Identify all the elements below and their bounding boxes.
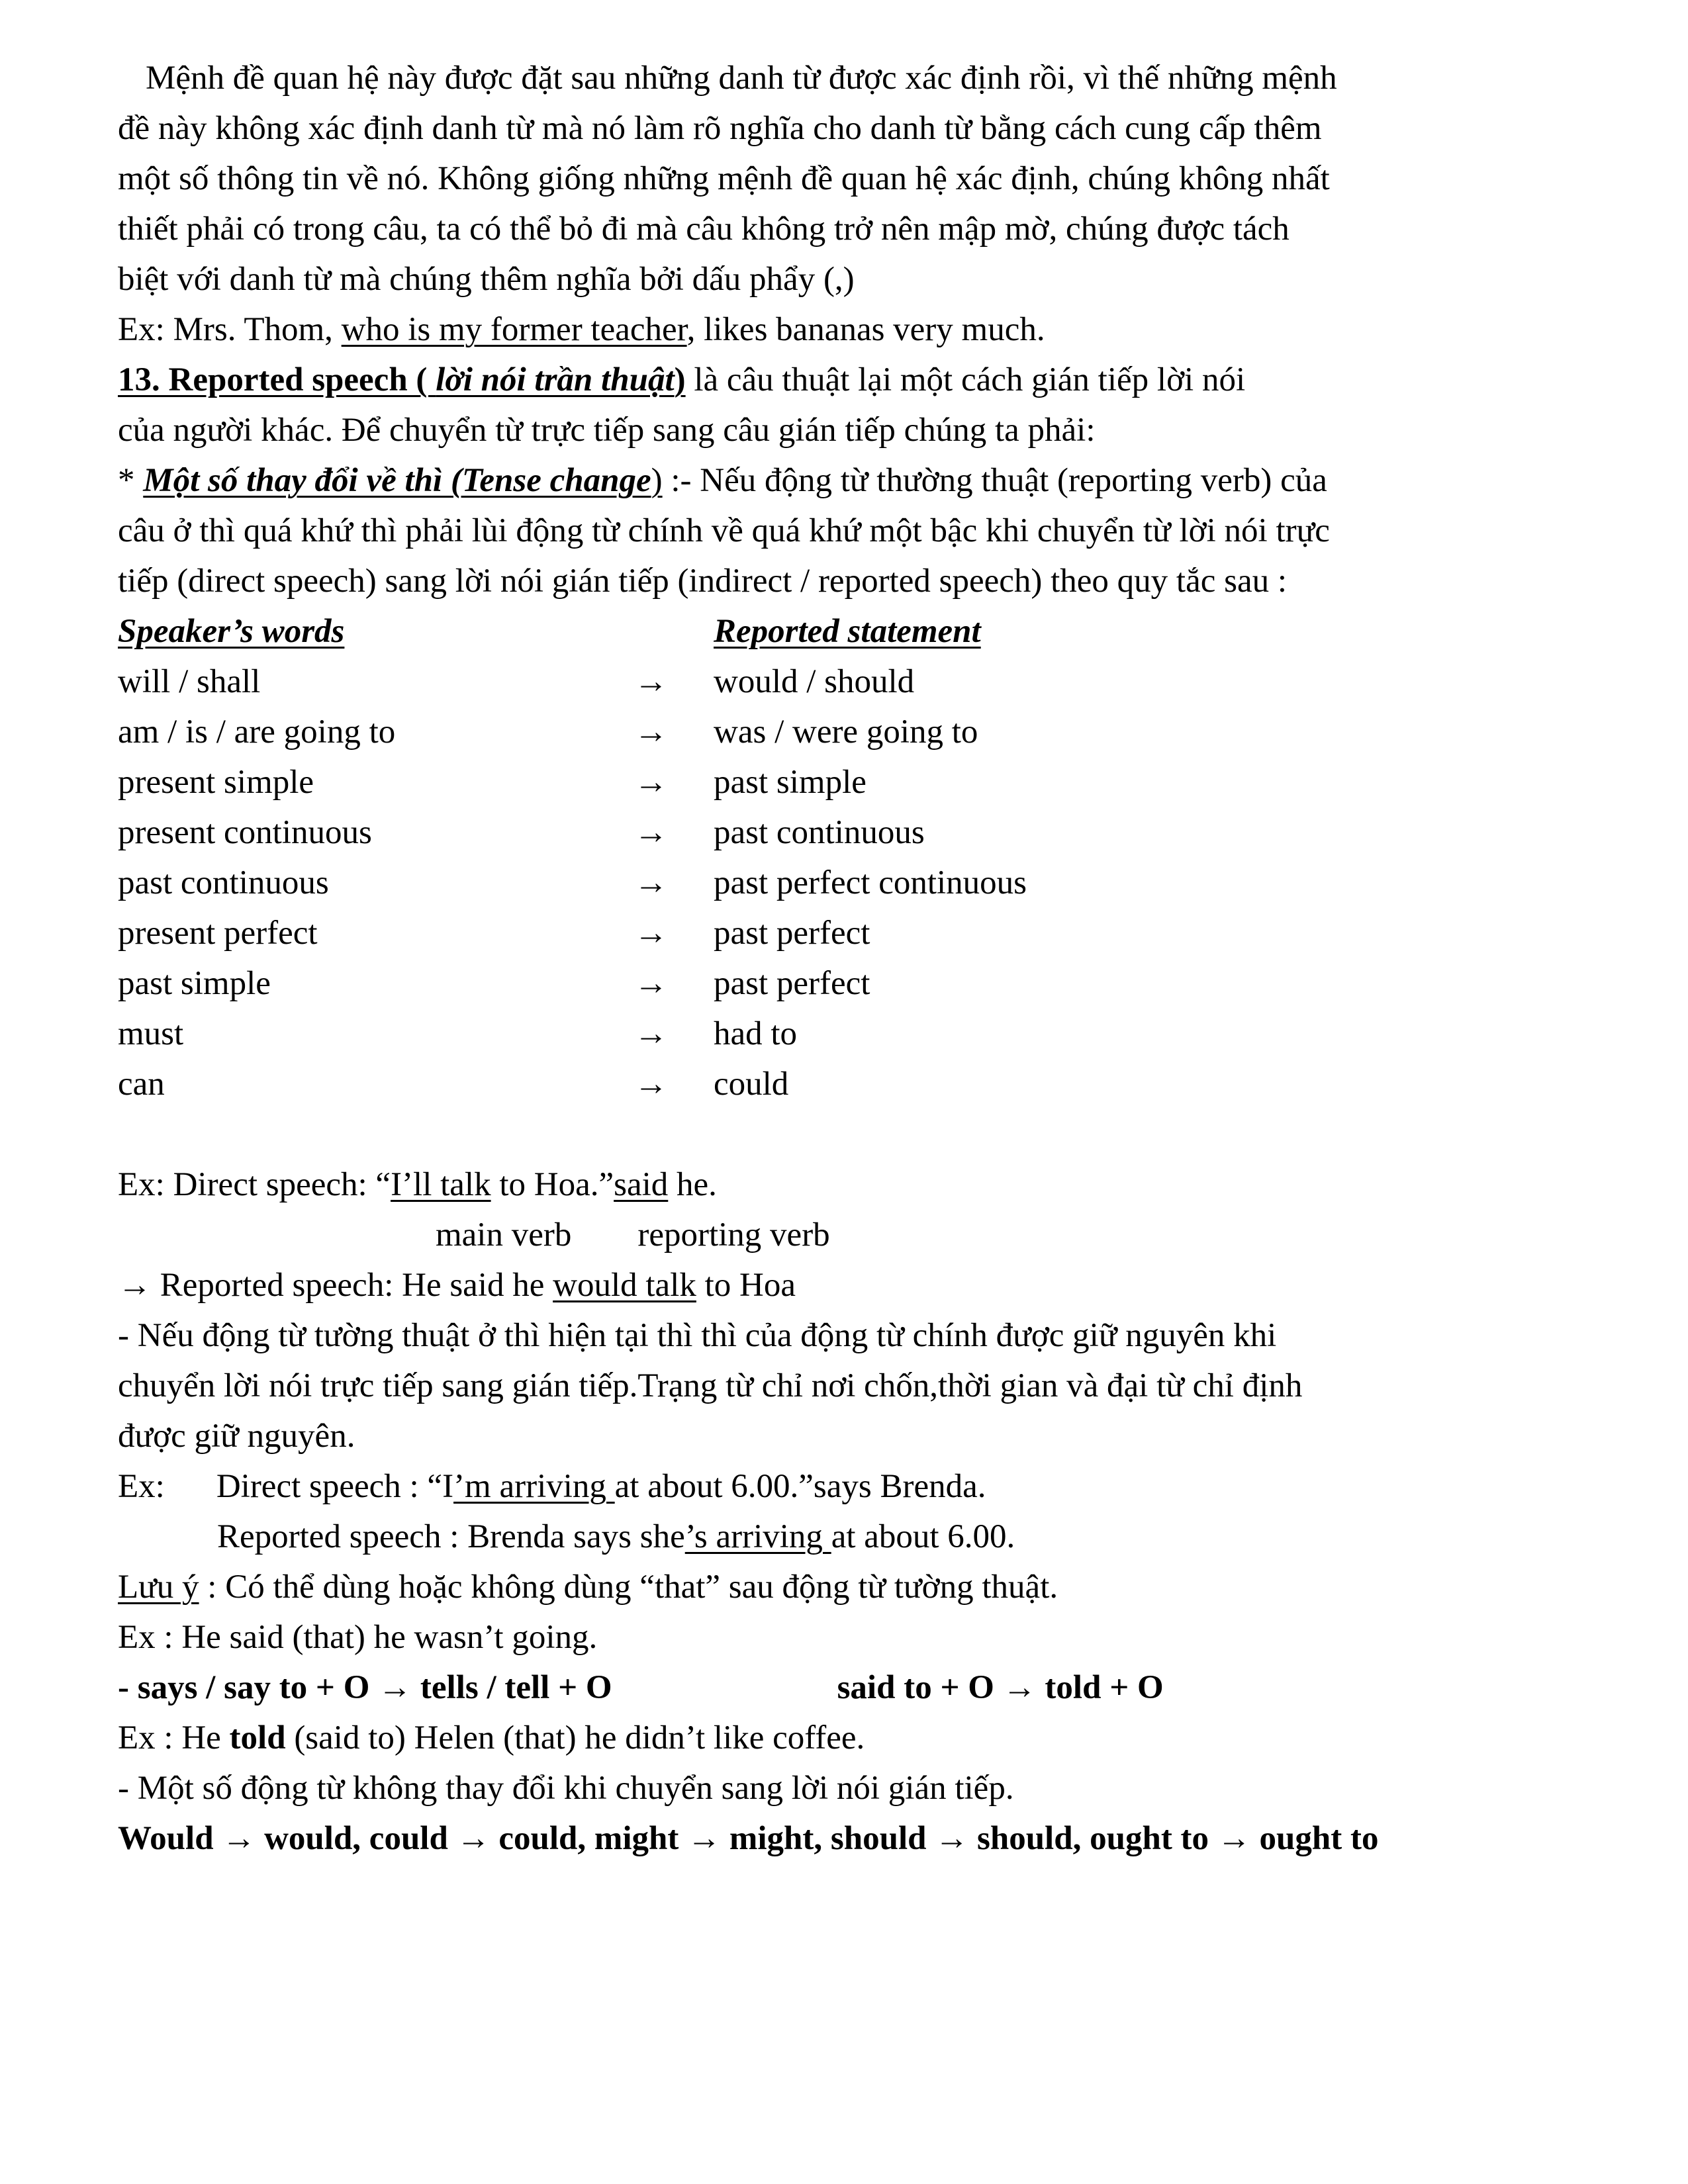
present-note-line: chuyển lời nói trực tiếp sang gián tiếp.Trạng từ chỉ nơi chốn,thời gian và đại từ chỉ định — [118, 1367, 1303, 1404]
table-row: past continuous → past perfect continuous — [118, 858, 1027, 908]
arrow-icon: → — [634, 965, 668, 1002]
rule-said-told: said to + O → told + O — [837, 1669, 1164, 1706]
document-page — [118, 53, 1574, 1864]
intro-paragraph — [118, 53, 1574, 304]
header-reported-statement: Reported statement — [714, 613, 981, 650]
arrow-icon: → — [634, 713, 668, 751]
section-13-line: của người khác. Để chuyển từ trực tiếp sang câu gián tiếp chúng ta phải: — [118, 412, 1096, 449]
table-row: can → could — [118, 1059, 1027, 1109]
arrow-icon: → — [634, 915, 668, 952]
intro-line: biệt với danh từ mà chúng thêm nghĩa bởi dấu phẩy (,) — [118, 261, 855, 298]
example-present-reported: Reported speech : Brenda says she’s arriving at about 6.00. — [217, 1518, 1015, 1555]
underlined-clause: who is my former teacher — [341, 311, 687, 348]
table-row: must → had to — [118, 1009, 1027, 1059]
header-speakers-words: Speaker’s words — [118, 613, 345, 650]
example-present-direct: Ex: Direct speech : “I’m arriving at about 6.00.”says Brenda. — [118, 1468, 986, 1505]
no-change-note: - Một số động từ không thay đổi khi chuyển sang lời nói gián tiếp. — [118, 1770, 1014, 1807]
arrow-icon: → — [634, 663, 668, 700]
table-header-row — [118, 606, 1027, 657]
arrow-icon: → — [634, 814, 668, 851]
tense-change-intro: * Một số thay đổi về thì (Tense change) :- Nếu động từ thường thuật (reporting verb) của — [118, 462, 1327, 499]
tense-change-table — [118, 606, 1027, 1109]
rule-says-tells: - says / say to + O → tells / tell + O — [118, 1669, 612, 1706]
table-row: present perfect → past perfect — [118, 908, 1027, 958]
table-row: will / shall → would / should — [118, 657, 1027, 707]
tense-change-label: Một số thay đổi về thì (Tense change — [143, 462, 651, 499]
tense-change-line: tiếp (direct speech) sang lời nói gián tiếp (indirect / reported speech) theo quy tắc sau : — [118, 563, 1287, 600]
table-row: am / is / are going to → was / were going to — [118, 707, 1027, 757]
present-note-line: - Nếu động từ tường thuật ở thì hiện tại thì thì của động từ chính được giữ nguyên khi — [118, 1317, 1277, 1354]
intro-line: một số thông tin về nó. Không giống những mệnh đề quan hệ xác định, chúng không nhất — [118, 160, 1330, 197]
arrow-icon: → — [634, 1015, 668, 1052]
example-direct-speech: Ex: Direct speech: “I’ll talk to Hoa.”said he. — [118, 1166, 717, 1203]
example-non-defining: Ex: Mrs. Thom, who is my former teacher, likes bananas very much. — [118, 311, 1045, 348]
note-that: Lưu ý : Có thể dùng hoặc không dùng “that” sau động từ tường thuật. — [118, 1569, 1058, 1606]
section-13-heading: 13. Reported speech ( lời nói trần thuật) là câu thuật lại một cách gián tiếp lời nói — [118, 361, 1246, 398]
intro-line: đề này không xác định danh từ mà nó làm rõ nghĩa cho danh từ bằng cách cung cấp thêm — [118, 110, 1322, 147]
arrow-icon: → — [634, 764, 668, 801]
table-row: present simple → past simple — [118, 757, 1027, 807]
section-13-title: 13. Reported speech ( lời nói trần thuật) — [118, 361, 686, 398]
intro-line: thiết phải có trong câu, ta có thể bỏ đi mà câu không trở nên mập mờ, chúng được tách — [118, 210, 1289, 248]
arrow-icon: → — [634, 1066, 668, 1103]
spacer — [118, 1109, 1574, 1160]
main-verb: I’ll talk — [391, 1166, 491, 1203]
tense-change-line: câu ở thì quá khứ thì phải lùi động từ chính về quá khứ một bậc khi chuyển từ lời nói trực — [118, 512, 1330, 549]
intro-line: Mệnh đề quan hệ này được đặt sau những danh từ được xác định rồi, vì thế những mệnh — [146, 60, 1337, 97]
table-row: present continuous → past continuous — [118, 807, 1027, 858]
label-main-verb: main verb — [436, 1216, 572, 1253]
say-tell-rules — [118, 1662, 1574, 1713]
example-reported-speech: → Reported speech: He said he would talk to Hoa — [118, 1267, 796, 1304]
example-that: Ex : He said (that) he wasn’t going. — [118, 1619, 598, 1656]
example-told: Ex : He told (said to) Helen (that) he didn’t like coffee. — [118, 1719, 865, 1756]
label-reporting-verb: reporting verb — [637, 1216, 830, 1253]
present-note-line: được giữ nguyên. — [118, 1418, 355, 1455]
arrow-icon: → — [634, 864, 668, 901]
reporting-verb: said — [614, 1166, 669, 1203]
table-row: past simple → past perfect — [118, 958, 1027, 1009]
no-change-list: Would → would, could → could, might → might, should → should, ought to → ought to — [118, 1820, 1379, 1857]
verb-labels — [118, 1210, 1574, 1260]
note-label: Lưu ý — [118, 1569, 199, 1606]
